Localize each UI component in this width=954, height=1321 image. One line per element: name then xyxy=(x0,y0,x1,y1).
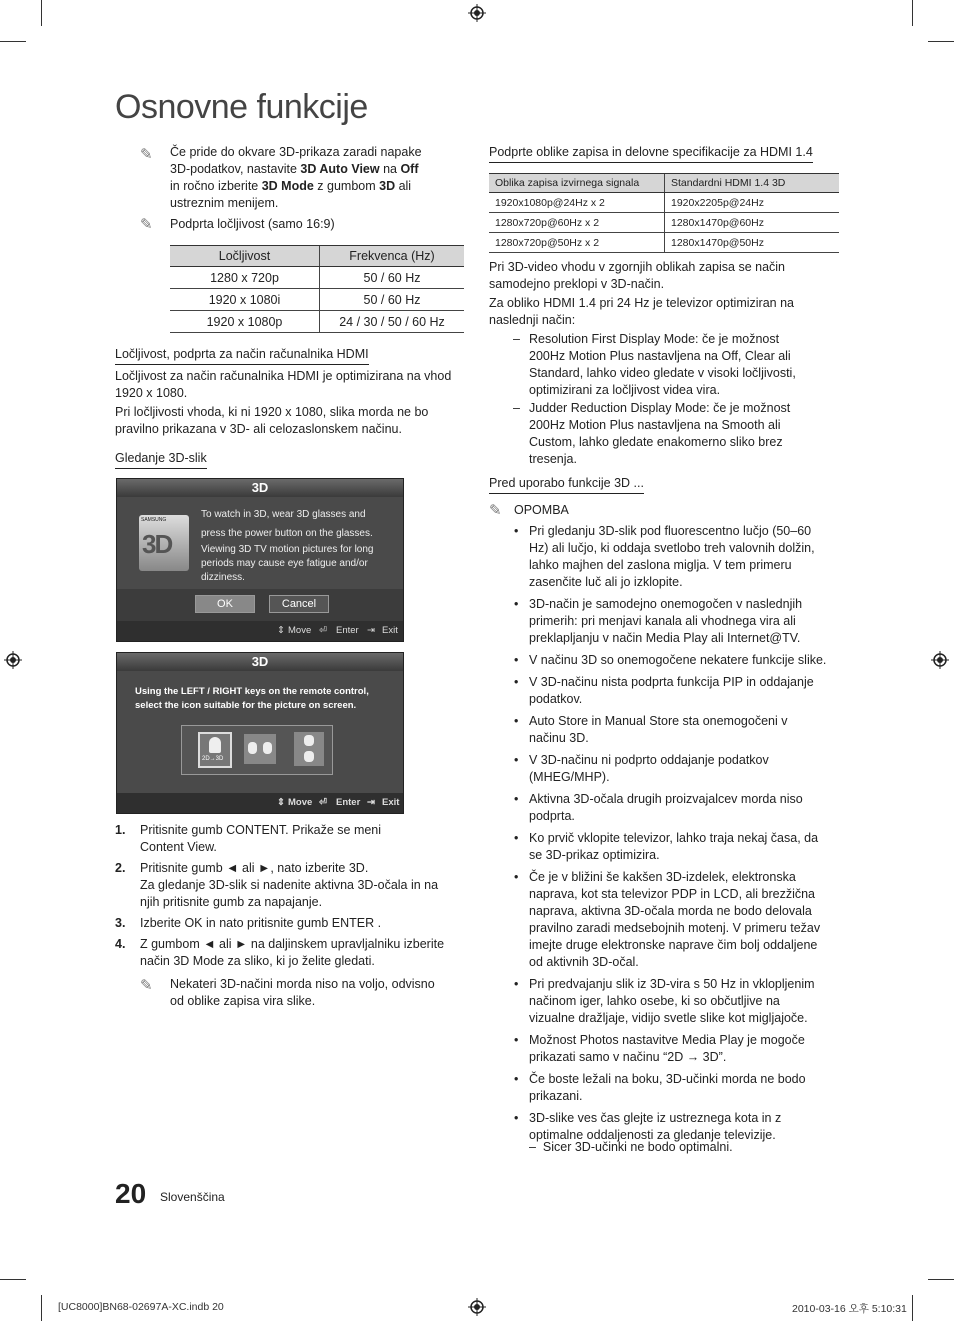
note-label: OPOMBA xyxy=(514,503,569,517)
page-title: Osnovne funkcije xyxy=(115,88,368,126)
crop-mark xyxy=(928,1279,954,1280)
mode-2d-to-3d-icon[interactable]: 2D→3D xyxy=(198,732,232,768)
section-heading-before-3d: Pred uporabo funkcije 3D ... xyxy=(489,475,644,494)
list-item: • V 3D-načinu ni podprto oddajanje podatkov (MHEG/MHP). xyxy=(489,752,839,786)
hdmi-pc-paragraph-1: Ločljivost za način računalnika HDMI je optimizirana na vhod 1920 x 1080. xyxy=(115,369,452,400)
cancel-button[interactable]: Cancel xyxy=(269,595,329,613)
table-row: 1920 x 1080p 24 / 30 / 50 / 60 Hz xyxy=(170,311,464,333)
step-item: 2. Pritisnite gumb ◄ ali ►, nato izberite 3D. Za gledanje 3D-slik si nadenite aktivna 3D-očala in na njih pritisnite gumb za napajanje. xyxy=(115,861,439,909)
hdmi14-table xyxy=(489,173,839,253)
registration-mark-icon xyxy=(4,651,22,669)
resolution-first-mode-item: Resolution First Display Mode: če je možnost 200Hz Motion Plus nastavljena na Off, Clear ali Standard, lahko video gledate v visoki ločljivosti, optimizirani za ločljivost videa vira. xyxy=(529,332,796,397)
crop-mark xyxy=(41,1295,42,1321)
last-dash-item: – Sicer 3D-učinki ne bodo optimalni. xyxy=(529,1140,733,1154)
enter-icon: ⏎ xyxy=(319,797,327,808)
table-header: Standardni HDMI 1.4 3D xyxy=(665,174,840,193)
table-row: 1920 x 1080i 50 / 60 Hz xyxy=(170,289,464,311)
list-item: • Če je v bližini še kakšen 3D-izdelek, elektronska naprava, kot sta televizor PDP in LCD, ali brezžična naprava, aktivna 3D-očala morda ne bodo delovala pravilno zaradi medsebojnih motenj. V primeru težav imejte druge elektronske naprave čim bolj oddaljene od aktivnih 3D-očal. xyxy=(489,869,839,971)
osd-message-1: To watch in 3D, wear 3D glasses and press the power button on the glasses. xyxy=(201,509,373,539)
move-icon: ⇕ xyxy=(277,797,285,808)
hdmi14-paragraph-1: Pri 3D-video vhodu v zgornjih oblikah zapisa se način samodejno preklopi v 3D-način. xyxy=(489,260,785,291)
language-label: Slovenščina xyxy=(160,1190,225,1204)
list-item: • Auto Store in Manual Store sta onemogočeni v načinu 3D. xyxy=(489,713,839,747)
table-header: Frekvenca (Hz) xyxy=(320,246,465,267)
samsung-3d-logo-icon: SAMSUNG 3D xyxy=(139,515,189,571)
section-heading-hdmi-pc: Ločljivost, podprta za način računalnika HDMI xyxy=(115,346,369,365)
print-footer-file: [UC8000]BN68-02697A-XC.indb 20 xyxy=(58,1301,224,1313)
section-heading-viewing: Gledanje 3D-slik xyxy=(115,450,207,469)
table-header: Oblika zapisa izvirnega signala xyxy=(489,174,665,193)
list-item: • Aktivna 3D-očala drugih proizvajalcev morda niso podprta. xyxy=(489,791,839,825)
move-icon: ⇕ xyxy=(277,625,285,636)
steps-list xyxy=(115,822,465,974)
note-3d-error: Če pride do okvare 3D-prikaza zaradi napake 3D-podatkov, nastavite 3D Auto View na Off in ročno izberite 3D Mode z gumbom 3D ali ustreznim menijem. xyxy=(170,145,422,210)
step4-note: Nekateri 3D-načini morda niso na voljo, odvisno od oblike zapisa vira slike. xyxy=(170,977,435,1008)
note-icon: ✎ xyxy=(140,216,153,233)
list-item: • Pri gledanju 3D-slik pod fluorescentno lučjo (50–60 Hz) ali lučjo, ki oddaja svetlobo treh valovnih dolžin, lahko majhen del zaslona miglja. V tem primeru zasenčite luč ali jo izklopite. xyxy=(489,523,839,591)
enter-icon: ⏎ xyxy=(319,625,327,636)
ok-button[interactable]: OK xyxy=(195,595,255,613)
step-item: 4. Z gumbom ◄ ali ► na daljinskem upravljalniku izberite način 3D Mode za sliko, ki jo želite gledati. xyxy=(115,937,445,968)
crop-mark xyxy=(912,1295,913,1321)
osd-message-2: Viewing 3D TV motion pictures for long periods may cause eye fatigue and/or dizziness. xyxy=(201,544,374,583)
crop-mark xyxy=(0,1279,26,1280)
osd-footer: ⇕ Move ⏎ Enter ⇥ Exit xyxy=(117,793,403,813)
registration-mark-icon xyxy=(468,1298,486,1316)
print-footer-date: 2010-03-16 오후 5:10:31 xyxy=(792,1303,907,1315)
judder-reduction-mode-item: Judder Reduction Display Mode: če je možnost 200Hz Motion Plus nastavljena na Smooth ali Custom, lahko gledate enakomerno sliko brez tresenja. xyxy=(529,401,791,466)
list-item: • 3D-način je samodejno onemogočen v naslednjih primerih: pri menjavi kanala ali vhodnega vira ali preklapljanju v način Media Play ali Internet@TV. xyxy=(489,596,839,647)
osd-header: 3D xyxy=(117,653,403,671)
table-row: 1280x720p@60Hz x 2 1280x1470p@60Hz xyxy=(489,213,839,233)
crop-mark xyxy=(912,0,913,26)
osd-3d-warning-dialog xyxy=(116,478,404,642)
step-item: 3. Izberite OK in nato pritisnite gumb ENTER . xyxy=(115,916,382,930)
list-item: • V 3D-načinu nista podprta funkcija PIP in oddajanje podatkov. xyxy=(489,674,839,708)
exit-icon: ⇥ xyxy=(367,625,375,636)
table-row: 1280x720p@50Hz x 2 1280x1470p@50Hz xyxy=(489,233,839,253)
list-item: • Pri predvajanju slik iz 3D-vira s 50 Hz in vklopljenim načinom iger, lahko osebe, ki so občutljive na vizualne dražljaje, vidijo svetle slike kot migljajoče. xyxy=(489,976,839,1027)
hdmi-pc-paragraph-2: Pri ločljivosti vhoda, ki ni 1920 x 1080, slika morda ne bo pravilno prikazana v 3D- ali celozaslonskem načinu. xyxy=(115,405,429,436)
table-row: 1920x1080p@24Hz x 2 1920x2205p@24Hz xyxy=(489,193,839,213)
crop-mark xyxy=(41,0,42,26)
note-supported-resolution: Podprta ločljivost (samo 16:9) xyxy=(170,217,335,231)
mode-top-bottom-icon[interactable] xyxy=(294,732,324,766)
precautions-list xyxy=(489,523,839,1149)
list-item: • Če boste ležali na boku, 3D-učinki morda ne bodo prikazani. xyxy=(489,1071,839,1105)
exit-icon: ⇥ xyxy=(367,797,375,808)
list-item: • Ko prvič vklopite televizor, lahko traja nekaj časa, da se 3D-prikaz optimizira. xyxy=(489,830,839,864)
mode-side-by-side-icon[interactable] xyxy=(244,734,276,764)
registration-mark-icon xyxy=(931,651,949,669)
page-number: 20 xyxy=(115,1178,147,1209)
registration-mark-icon xyxy=(468,4,486,22)
osd-header: 3D xyxy=(117,479,403,497)
hdmi14-paragraph-2: Za obliko HDMI 1.4 pri 24 Hz je televizor optimiziran na naslednji način: xyxy=(489,296,794,327)
section-heading-hdmi14: Podprte oblike zapisa in delovne specifikacije za HDMI 1.4 xyxy=(489,144,813,163)
crop-mark xyxy=(0,41,26,42)
note-icon: ✎ xyxy=(140,146,153,163)
mode-icon-group xyxy=(181,725,333,775)
list-item: • Možnost Photos nastavitve Media Play je mogoče prikazati samo v načinu “2D → 3D”. xyxy=(489,1032,839,1066)
note-icon: ✎ xyxy=(489,502,502,519)
crop-mark xyxy=(928,41,954,42)
table-header: Ločljivost xyxy=(170,246,320,267)
table-row: 1280 x 720p 50 / 60 Hz xyxy=(170,267,464,289)
osd-3d-mode-selector xyxy=(116,652,404,814)
osd-instruction: Using the LEFT / RIGHT keys on the remote control, select the icon suitable for the picture on screen. xyxy=(135,686,369,711)
list-item: • 3D-slike ves čas glejte iz ustreznega kota in z optimalne oddaljenosti za gledanje televizije. xyxy=(489,1110,839,1144)
resolution-table xyxy=(170,245,464,333)
note-icon: ✎ xyxy=(140,977,153,994)
step-item: 1. Pritisnite gumb CONTENT. Prikaže se meni Content View. xyxy=(115,823,382,854)
list-item: • V načinu 3D so onemogočene nekatere funkcije slike. xyxy=(489,652,839,669)
osd-footer: ⇕ Move ⏎ Enter ⇥ Exit xyxy=(117,621,403,641)
